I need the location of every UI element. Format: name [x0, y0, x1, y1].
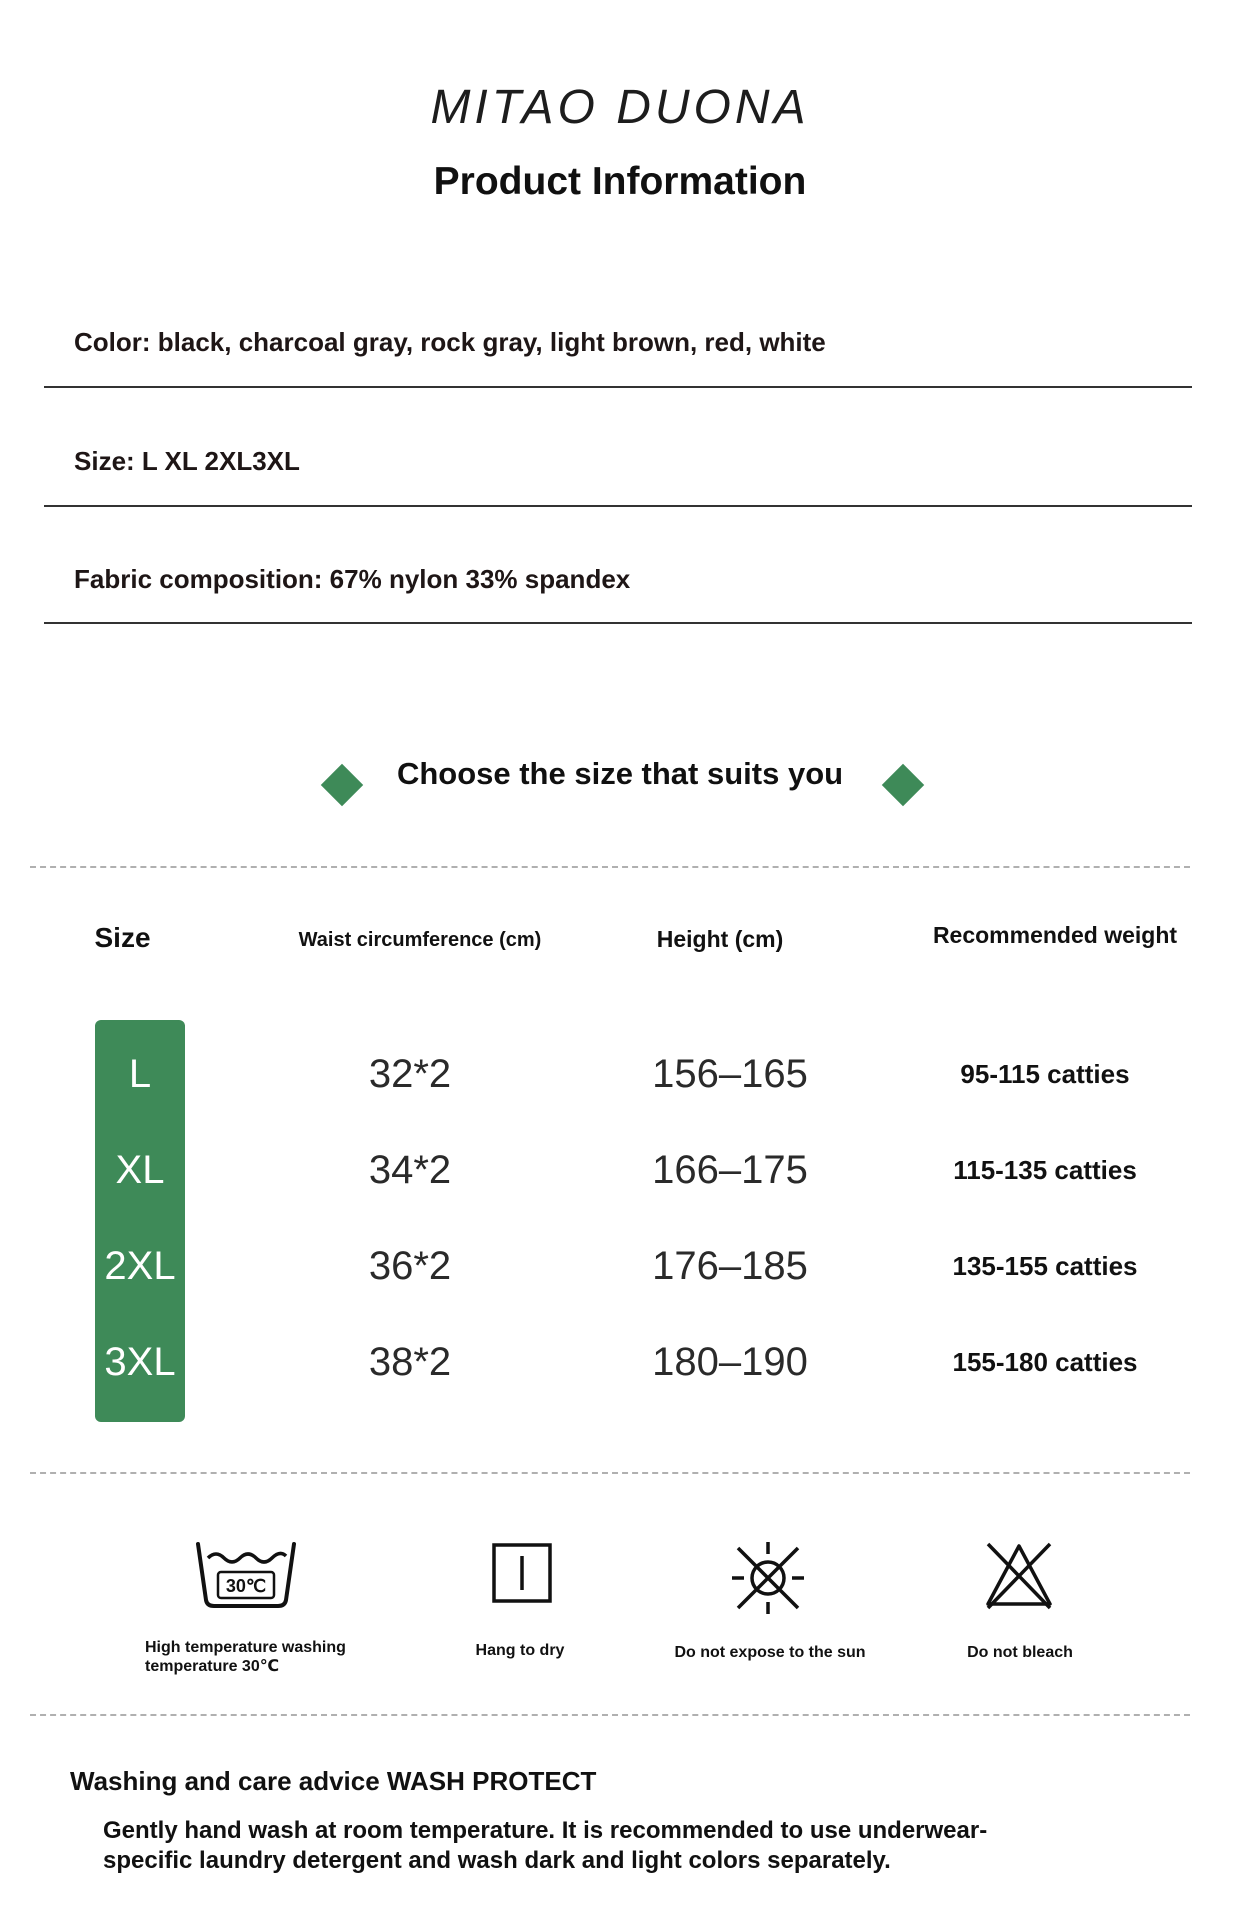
size-3xl: 3XL: [104, 1340, 176, 1384]
size-column: [95, 1020, 185, 1422]
waist-value: 34*2: [368, 1148, 452, 1192]
weight-value: 155-180 catties: [952, 1347, 1138, 1377]
dashed-divider: [30, 866, 1190, 868]
height-value: 176–185: [652, 1244, 808, 1288]
waist-value: 36*2: [368, 1244, 452, 1288]
height-value: 156–165: [652, 1052, 808, 1096]
wash-30-icon: [192, 1540, 300, 1612]
no-sun-icon: [728, 1538, 808, 1618]
weight-value: 135-155 catties: [952, 1251, 1138, 1281]
fabric-info: Fabric composition: 67% nylon 33% spandex: [74, 564, 631, 594]
care-advice-title: Washing and care advice WASH PROTECT: [70, 1766, 597, 1796]
divider: [44, 622, 1192, 624]
header-waist: Waist circumference (cm): [298, 929, 542, 951]
care-advice-line2: specific laundry detergent and wash dark and light colors separately.: [103, 1847, 891, 1874]
weight-value: 95-115 catties: [960, 1059, 1130, 1089]
care-advice-line1: Gently hand wash at room temperature. It is recommended to use underwear-: [103, 1817, 988, 1844]
header-size: Size: [94, 922, 151, 953]
height-value: 180–190: [652, 1340, 808, 1384]
divider: [44, 505, 1192, 507]
wash-temperature-badge: 30℃: [225, 1576, 267, 1596]
wash-label-line1: High temperature washing: [145, 1639, 346, 1656]
height-value: 166–175: [652, 1148, 808, 1192]
sun-label: Do not expose to the sun: [674, 1644, 866, 1661]
waist-value: 38*2: [368, 1340, 452, 1384]
page-title: Product Information: [433, 160, 807, 203]
brand-name: MITAO DUONA: [430, 81, 810, 134]
size-l: L: [128, 1052, 152, 1096]
header-weight: Recommended weight: [932, 922, 1178, 948]
size-section-heading: Choose the size that suits you: [396, 756, 844, 791]
waist-value: 32*2: [368, 1052, 452, 1096]
weight-value: 115-135 catties: [953, 1155, 1137, 1185]
wash-label-line2: temperature 30℃: [145, 1658, 280, 1675]
hang-dry-icon: [491, 1542, 553, 1604]
color-info: Color: black, charcoal gray, rock gray, light brown, red, white: [74, 327, 826, 357]
divider: [44, 386, 1192, 388]
hang-label: Hang to dry: [475, 1642, 565, 1659]
dashed-divider: [30, 1472, 1190, 1474]
header-height: Height (cm): [656, 926, 784, 952]
wash-label: [145, 1638, 346, 1676]
care-advice-text: [103, 1816, 1103, 1876]
dashed-divider: [30, 1714, 1190, 1716]
no-bleach-icon: [982, 1540, 1056, 1612]
bleach-label: Do not bleach: [967, 1644, 1073, 1661]
size-xl: XL: [115, 1148, 165, 1192]
size-info: Size: L XL 2XL3XL: [74, 446, 300, 476]
size-2xl: 2XL: [104, 1244, 176, 1288]
